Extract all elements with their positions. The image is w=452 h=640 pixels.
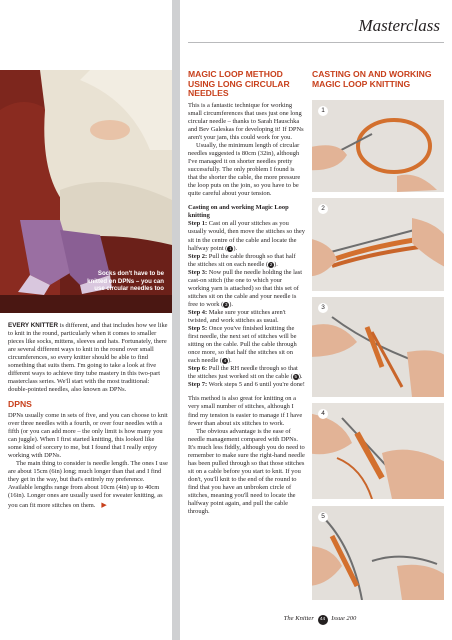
magic-loop-paragraph-2: Usually, the minimum length of circular needles suggested is 80cm (32in), although I've managed it on shorter needles pretty successfully. The only problem I found is that the shorter the cable, the more pressure the loop puts on the join, so you have to be quite careful about your tension. — [188, 142, 301, 198]
casting-step — [188, 381, 305, 389]
casting-step-text: Work steps 5 and 6 until you're done! — [207, 381, 305, 389]
casting-step-text: Make sure your stitches aren't twisted, and work stitches as usual. — [188, 308, 286, 324]
dpns-heading: DPNS — [8, 399, 32, 410]
casting-step-label: Step 5: — [188, 325, 208, 333]
hero-photo — [0, 70, 172, 313]
casting-after-text — [188, 395, 305, 516]
casting-step-label: Step 3: — [188, 268, 208, 276]
casting-step-text: Once you've finished knitting the first needle, the next set of stitches will be sitting on the cable. Pull the cable through once more, so that half the stitches sit on each needle ( — [188, 325, 297, 365]
intro-text — [8, 322, 168, 394]
casting-step-end: ). — [229, 300, 233, 308]
sidebar-bar — [172, 0, 180, 640]
header-rule — [188, 42, 444, 43]
dpns-paragraph-2: The main thing to consider is needle length. The ones I use are about 15cm (6in) long; much longer than that and I find they get in the way, but that's entirely my preference. Available lengths range from about 10cm (4in) up to 40cm (16in). Longer ones are usually used for sweater knitting, as you can fit more stitches on them. — [8, 460, 168, 509]
casting-step-label: Step 7: — [188, 381, 208, 389]
footer-magazine: The Knitter — [283, 615, 314, 622]
step-photo-4-illustration — [312, 403, 444, 499]
casting-step — [188, 309, 305, 325]
step-photo-2-illustration — [312, 198, 444, 291]
page-footer — [188, 615, 452, 625]
casting-step-photo-ref: 3 — [224, 301, 228, 307]
casting-after-paragraph-2: The obvious advantage is the ease of needle management compared with DPNs. It's much less fiddly, although you do need to remember to make sure the right-hand needle has been pulled through so that those stitches sit on a cable before you start to knit. If you don't, you'll knit to the end of the round to find that you have an unbroken circle of stitches, meaning you'll need to locate the halfway point again, and pull the cable through. — [188, 427, 305, 516]
step-photo-4 — [312, 403, 444, 499]
hero-caption: Socks don't have to be knitted on DPNs – you can use circular needles too — [87, 270, 164, 293]
casting-step-label: Step 6: — [188, 365, 208, 373]
casting-step-label: Step 1: — [188, 220, 208, 228]
step-photo-1-illustration — [312, 100, 444, 192]
magic-loop-column — [188, 70, 305, 516]
section-label: Masterclass — [358, 16, 440, 35]
magic-loop-heading: MAGIC LOOP METHOD USING LONG CIRCULAR NEEDLES — [188, 69, 290, 99]
casting-step — [188, 325, 305, 365]
step-photo-1 — [312, 100, 444, 192]
casting-step — [188, 220, 305, 252]
photos-column — [312, 70, 444, 89]
intro-column — [8, 322, 168, 510]
step-photo-3-illustration — [312, 297, 444, 397]
intro-body: is different, and that includes how we like to knit in the round, particularly when it comes to smaller pieces like socks, mittens, sleeves and hats. Fortunately, there are several different ways to knit in the round over small circumferences, so every knitter should be able to find something that suits them. I'm going to take a look at five different ways to achieve tiny tube mastery in this two-part masterclass series. We'll start with the most traditional: double-pointed needles, also known as DPNs. — [8, 322, 168, 394]
magic-loop-text — [188, 102, 305, 199]
dpns-paragraph-1: DPNs usually come in sets of five, and you can choose to knit over three needles with a fourth, or over four needles with a fifth (or you can add more – the only limit is how many you can juggle). When I first started knitting, this looked like some kind of sorcery to me, but I found that I really enjoy working with DPNs. — [8, 412, 168, 460]
casting-step — [188, 253, 305, 269]
casting-step-text: Pull the RH needle through so that the stitches just worked sit on the cable ( — [188, 365, 298, 381]
casting-step-text: Cast on all your stitches as you usually would, then move the stitches so they sit in the centre of the cable and locate the halfway point ( — [188, 220, 305, 252]
step-photo-2-number: 2 — [318, 204, 328, 214]
casting-step — [188, 269, 305, 309]
casting-step — [188, 365, 305, 381]
casting-step-photo-ref: 4 — [223, 358, 227, 364]
casting-step-end: ). — [274, 260, 278, 268]
step-photo-3-number: 3 — [318, 303, 328, 313]
casting-step-end: ). — [227, 357, 232, 365]
casting-step-text: Pull the cable through so that half the stitches sit on each needle ( — [188, 252, 296, 268]
step-photo-5 — [312, 506, 444, 600]
casting-subheading: Casting on and working Magic Loop knitting — [188, 204, 289, 220]
step-photo-1-number: 1 — [318, 106, 328, 116]
casting-step-photo-ref: 2 — [269, 261, 273, 267]
casting-step-end: ). — [298, 373, 303, 381]
casting-steps — [188, 220, 305, 389]
casting-step-photo-ref: 1 — [229, 245, 232, 251]
casting-step-photo-ref: 5 — [294, 374, 298, 380]
dpns-text — [8, 412, 168, 510]
casting-after-paragraph-1: This method is also great for knitting on a very small number of stitches, although I find my tension is easier to manage if I have fewer than about six stitches to work. — [188, 395, 303, 427]
casting-step-label: Step 2: — [188, 252, 208, 260]
footer-issue: Issue 200 — [331, 615, 357, 622]
magic-loop-paragraph-1: This is a fantastic technique for working small circumferences that uses just one long circular needle – thanks to Sarah Hauschka and Bev Galeskas for developing it! If DPNs aren't your jam, this could work for you. — [188, 101, 304, 141]
step-photo-2 — [312, 198, 444, 291]
casting-step-label: Step 4: — [188, 308, 208, 316]
step-photo-3 — [312, 297, 444, 397]
photos-heading: CASTING ON AND WORKING MAGIC LOOP KNITTING — [312, 69, 432, 89]
step-photo-5-illustration — [312, 506, 444, 600]
step-photo-4-number: 4 — [318, 409, 328, 419]
casting-step-end: ). — [233, 244, 238, 252]
page-number: 44 — [318, 615, 328, 625]
casting-step-text: Now pull the needle holding the last cast-on stitch (the one to which your working yarn is attached) so that this set of stitches sit on the cable and your needle is free to work ( — [188, 268, 303, 308]
continue-arrow-icon: ▶ — [101, 500, 107, 509]
intro-lead: EVERY KNITTER — [8, 322, 59, 329]
step-photo-5-number: 5 — [318, 512, 328, 522]
